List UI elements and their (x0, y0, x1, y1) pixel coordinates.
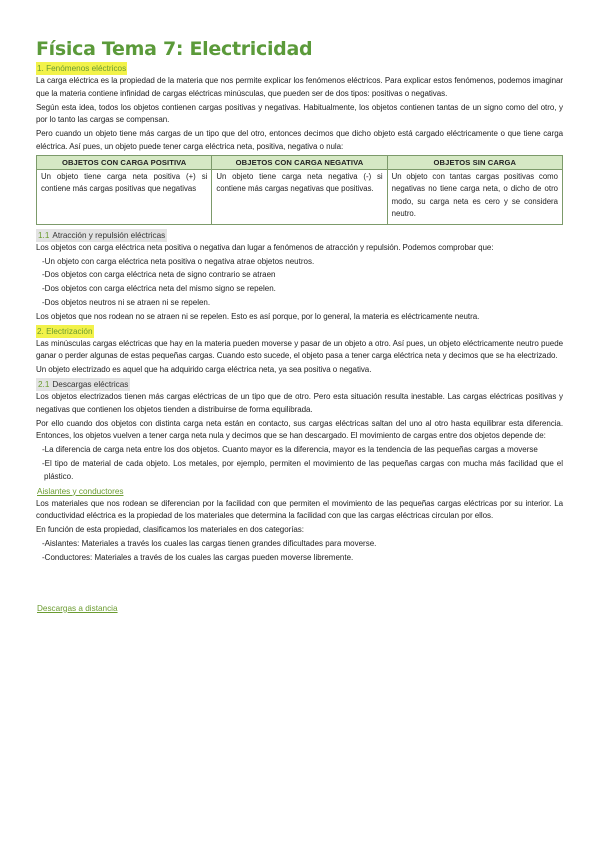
table-row (37, 169, 563, 224)
section-2-1-heading: 2.1 Descargas eléctricas (38, 379, 129, 389)
charge-types-table (36, 155, 563, 225)
paragraph: Las minúsculas cargas eléctricas que hay en la materia pueden moverse y pasar de un objeto a otro. Así pues, un objeto eléctricamente neutro puede ganar o perder algunas de estas pequeñas cargas. Cuando esto sucede, el objeto pasa a tener carga eléctrica neta y decimos que se ha electrizado. (36, 338, 563, 361)
table-cell: Un objeto tiene carga neta positiva (+) si contiene más cargas positivas que negativas (37, 169, 212, 224)
section-2-heading: 2. Electrización (37, 326, 93, 336)
table-header: OBJETOS SIN CARGA (387, 155, 562, 169)
paragraph: Pero cuando un objeto tiene más cargas de un tipo que del otro, entonces decimos que dicho objeto está cargado eléctricamente o que tiene carga eléctrica. Así pues, un objeto puede tener carga eléctrica neta, positiva, negativa o nula: (36, 129, 563, 151)
aislantes-heading: Aislantes y conductores (37, 486, 124, 496)
list-item: -El tipo de material de cada objeto. Los metales, por ejemplo, permiten el movimiento de las pequeñas cargas con mucha más facilidad que el plástico. (42, 458, 563, 481)
table-cell: Un objeto tiene carga neta negativa (-) si contiene más cargas negativas que positivas. (212, 169, 387, 224)
paragraph: Los materiales que nos rodean se diferencian por la facilidad con que permiten el movimiento de las pequeñas cargas eléctricas por su interior. La conductividad eléctrica es la propiedad de los materiales que determina la facilidad con que las cargas eléctricas circulan por ellos. (36, 498, 563, 521)
list-item: -Dos objetos neutros ni se atraen ni se repelen. (42, 297, 211, 307)
table-header-row (37, 155, 563, 169)
list-item: -Un objeto con carga eléctrica neta positiva o negativa atrae objetos neutros. (42, 256, 315, 266)
paragraph: Un objeto electrizado es aquel que ha adquirido carga eléctrica neta, ya sea positiva o negativa. (36, 365, 372, 375)
descargas-heading: Descargas a distancia (37, 603, 118, 613)
spacer (36, 566, 563, 602)
paragraph: Por ello cuando dos objetos con distinta carga neta están en contacto, sus cargas eléctricas saltan del uno al otro hasta equilibrar esta diferencia. Entonces, los objetos vuelven a tener carga neta nula y decimos que se han descargado. El movimiento de cargas entre dos objetos depende de: (36, 418, 563, 441)
paragraph: Según esta idea, todos los objetos contienen cargas positivas y negativas. Habitualmente, los objetos contienen tantas de un signo como del otro, y por lo tanto las cargas se compensan. (36, 102, 563, 125)
section-1-1-heading: 1.1 Atracción y repulsión eléctricas (38, 230, 166, 240)
list-item: -La diferencia de carga neta entre los dos objetos. Cuanto mayor es la diferencia, mayor es la tendencia de las pequeñas cargas a moverse (42, 445, 538, 455)
list-item: -Dos objetos con carga eléctrica neta del mismo signo se repelen. (42, 284, 276, 294)
paragraph: En función de esta propiedad, clasificamos los materiales en dos categorías: (36, 525, 304, 535)
paragraph: Los objetos electrizados tienen más cargas eléctricas de un tipo que de otro. Pero esta situación resulta inestable. Las cargas eléctricas positivas y negativas que contienen los objetos tienden a distribuirse de forma equilibrada. (36, 391, 563, 414)
paragraph: La carga eléctrica es la propiedad de la materia que nos permite explicar los fenómenos eléctricos. Para explicar estos fenómenos, podemos imaginar que la materia contiene infinidad de cargas eléctricas minúsculas, que pueden ser de dos tipos: positivas o negativas. (36, 76, 563, 98)
list-item: -Aislantes: Materiales a través los cuales las cargas tienen grandes dificultades para moverse. (42, 538, 377, 548)
list-item: -Dos objetos con carga eléctrica neta de signo contrario se atraen (42, 270, 276, 280)
paragraph: Los objetos con carga eléctrica neta positiva o negativa dan lugar a fenómenos de atracción y repulsión. Podemos comprobar que: (36, 242, 494, 252)
document-title: Física Tema 7: Electricidad (36, 38, 313, 60)
table-header: OBJETOS CON CARGA POSITIVA (37, 155, 212, 169)
paragraph: Los objetos que nos rodean no se atraen ni se repelen. Esto es así porque, por lo general, la materia es eléctricamente neutra. (36, 311, 480, 321)
table-header: OBJETOS CON CARGA NEGATIVA (212, 155, 387, 169)
section-1-heading: 1. Fenómenos eléctricos (37, 64, 127, 73)
table-cell: Un objeto con tantas cargas positivas como negativas no tiene carga neta, o dicho de otro modo, su carga neta es cero y se considera neutro. (387, 169, 562, 224)
list-item: -Conductores: Materiales a través de los cuales las cargas pueden moverse libremente. (42, 552, 354, 562)
